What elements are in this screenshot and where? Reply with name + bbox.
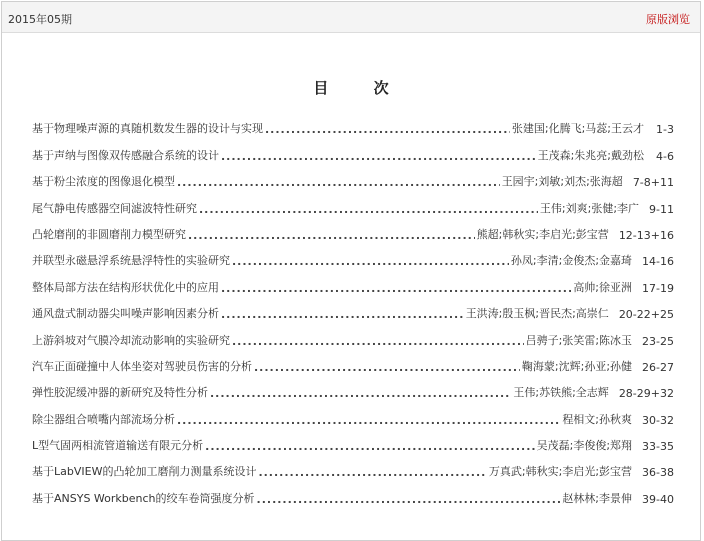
toc-entry[interactable] [32,348,674,374]
article-pages: 33-35 [642,440,674,454]
article-pages: 4-6 [656,149,674,163]
article-title-link[interactable]: 整体局部方法在结构形状优化中的应用 [32,280,219,294]
article-pages: 17-19 [642,281,674,295]
toc-entry[interactable] [32,189,674,215]
toc-entry[interactable] [32,242,674,268]
dot-leader [257,493,561,506]
toc-entry[interactable] [32,163,674,189]
article-authors: 赵林林;李景伸 [562,491,633,505]
article-pages: 28-29+32 [618,387,674,401]
article-title-link[interactable]: 弹性胶泥缓冲器的新研究及特性分析 [32,386,208,400]
dot-leader [265,123,510,136]
toc-entry[interactable] [32,479,674,505]
article-authors: 王洪涛;殷玉枫;晋民杰;高崇仁 [465,307,609,321]
top-bar [2,2,700,33]
article-pages: 7-8+11 [632,176,674,190]
article-authors: 孙凤;李清;金俊杰;金嘉琦 [510,254,633,268]
article-authors: 鞠海蒙;沈辉;孙亚;孙健 [521,359,633,373]
article-title-link[interactable]: 基于物理噪声源的真随机数发生器的设计与实现 [32,122,263,136]
article-authors: 王茂森;朱兆亮;戴劲松 [537,148,644,162]
dot-leader [188,229,475,242]
article-pages: 36-38 [642,466,674,480]
article-title-link[interactable]: 汽车正面碰撞中人体坐姿对驾驶员伤害的分析 [32,359,252,373]
journal-frame [1,1,701,541]
article-authors: 高帅;徐亚洲 [573,280,633,294]
article-pages: 9-11 [649,202,674,216]
article-title-link[interactable]: 基于ANSYS Workbench的绞车卷筒强度分析 [32,491,255,505]
article-title-link[interactable]: L型气固两相流管道输送有限元分析 [32,439,204,453]
dot-leader [254,361,520,374]
dot-leader [258,466,486,479]
article-pages: 20-22+25 [618,308,674,322]
dot-leader [221,150,536,163]
toc-entry[interactable] [32,400,674,426]
article-pages: 26-27 [642,360,674,374]
article-authors: 万真武;韩秋实;李启光;彭宝营 [488,465,633,479]
article-title-link[interactable]: 基于粉尘浓度的图像退化模型 [32,175,175,189]
article-title-link[interactable]: 并联型永磁悬浮系统悬浮特性的实验研究 [32,254,230,268]
article-authors: 王园宇;刘敏;刘杰;张海超 [501,175,623,189]
toc-entry[interactable] [32,110,674,136]
article-title-link[interactable]: 尾气静电传感器空间滤波特性研究 [32,201,197,215]
article-authors: 王伟;苏铁熊;全志辉 [513,386,609,400]
dot-leader [210,387,511,400]
article-authors: 张建国;化腾飞;马蕊;王云才 [511,122,644,136]
original-view-link[interactable]: 原版浏览 [646,13,690,26]
dot-leader [177,176,500,189]
article-pages: 1-3 [656,123,674,137]
toc-entry[interactable] [32,453,674,479]
toc-entry[interactable] [32,268,674,294]
dot-leader [232,335,524,348]
article-pages: 12-13+16 [618,228,674,242]
article-title-link[interactable]: 凸轮磨削的非圆磨削力模型研究 [32,227,186,241]
dot-leader [199,203,538,216]
article-pages: 23-25 [642,334,674,348]
article-title-link[interactable]: 除尘器组合喷嘴内部流场分析 [32,412,175,426]
article-authors: 王伟;刘爽;张健;李广 [539,201,640,215]
toc-entry[interactable] [32,321,674,347]
page-title: 目 次 [313,79,409,97]
article-authors: 吕骋子;张笑雷;陈冰玉 [525,333,633,347]
article-title-link[interactable]: 上游斜坡对气膜冷却流动影响的实验研究 [32,333,230,347]
article-pages: 30-32 [642,413,674,427]
table-of-contents [32,110,674,506]
article-authors: 程相文;孙秋爽 [562,412,633,426]
article-title-link[interactable]: 基于声纳与图像双传感融合系统的设计 [32,148,219,162]
article-pages: 39-40 [642,492,674,506]
toc-entry[interactable] [32,374,674,400]
article-authors: 熊超;韩秋实;李启光;彭宝营 [476,227,609,241]
article-title-link[interactable]: 基于LabVIEW的凸轮加工磨削力测量系统设计 [32,465,257,479]
toc-entry[interactable] [32,216,674,242]
toc-entry[interactable] [32,295,674,321]
toc-entry[interactable] [32,427,674,453]
dot-leader [177,414,560,427]
toc-entry[interactable] [32,136,674,162]
article-authors: 吴茂磊;李俊俊;郑翔 [536,439,633,453]
issue-label: 2015年05期 [8,13,72,26]
dot-leader [221,308,464,321]
dot-leader [205,440,534,453]
dot-leader [232,255,509,268]
article-pages: 14-16 [642,255,674,269]
article-title-link[interactable]: 通风盘式制动器尖叫噪声影响因素分析 [32,307,219,321]
dot-leader [221,282,571,295]
